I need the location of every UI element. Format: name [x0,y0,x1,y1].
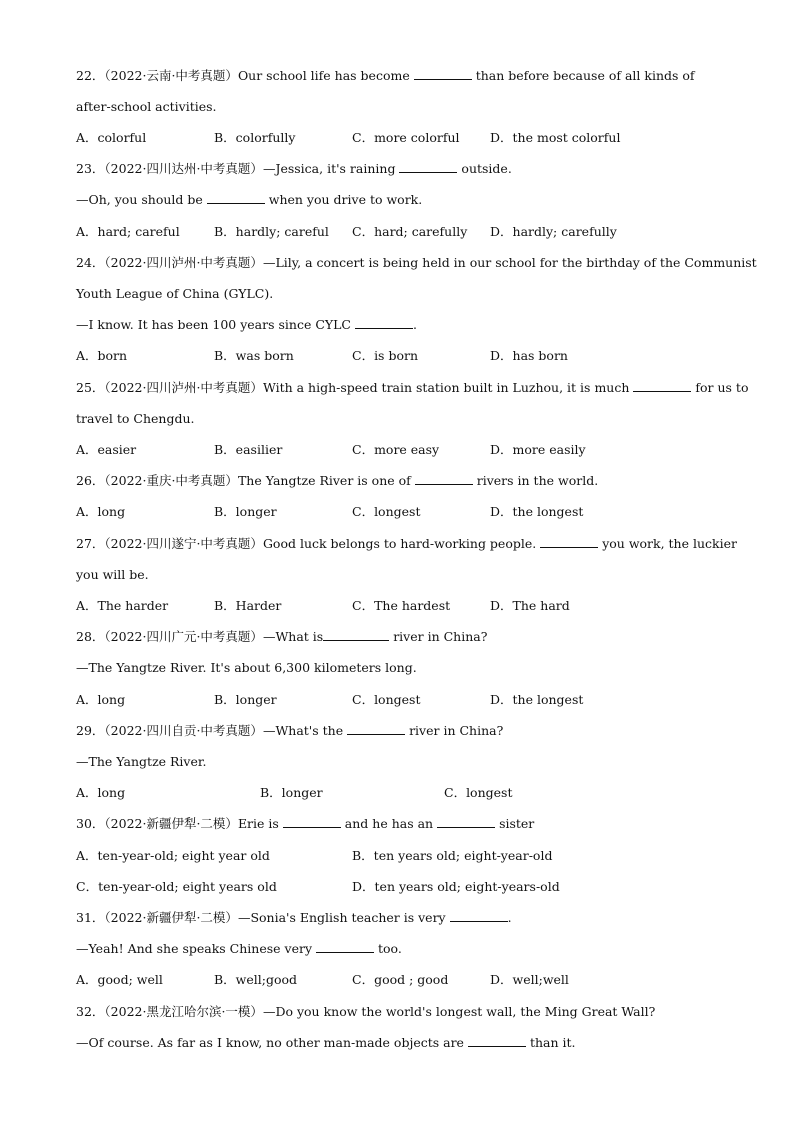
question-24-reply: —I know. It has been 100 years since CYLC . [76,317,417,332]
option-c: C．ten-year-old; eight years old [76,879,277,894]
option-b: B．colorfully [214,130,296,145]
answer-blank [633,380,691,392]
option-b: B．longer [214,504,277,519]
option-c: C．The hardest [352,598,451,613]
answer-blank [415,473,473,485]
option-b: B．well;good [214,972,298,987]
question-28-reply: —The Yangtze River. It's about 6,300 kilometers long. [76,660,417,675]
option-b: B．Harder [214,598,282,613]
answer-blank [450,910,508,922]
option-b: B．ten years old; eight-year-old [352,848,553,863]
question-22-continuation: after-school activities. [76,99,217,114]
option-d: D．more easily [490,442,586,457]
option-a: A．The harder [76,598,169,613]
answer-blank [414,68,472,80]
answer-blank [316,941,374,953]
option-b: B．longer [214,692,277,707]
option-b: B．hardly; careful [214,224,329,239]
option-d: D．the longest [490,504,584,519]
option-c: C．longest [444,785,513,800]
question-26-stem: 26．（2022·重庆·中考真题）The Yangtze River is one of rivers in the world. [76,473,599,488]
question-24-continuation: Youth League of China (GYLC). [76,286,274,301]
question-29-stem: 29．（2022·四川自贡·中考真题）—What's the river in China? [76,723,504,738]
option-a: A．good; well [76,972,163,987]
answer-blank [347,723,405,735]
question-23-reply: —Oh, you should be when you drive to work. [76,192,423,207]
option-d: D．well;well [490,972,569,987]
option-d: D．the longest [490,692,584,707]
option-d: D．ten years old; eight-years-old [352,879,560,894]
answer-blank [540,536,598,548]
option-a: A．long [76,785,126,800]
option-c: C．good ; good [352,972,449,987]
option-a: A．long [76,692,126,707]
option-c: C．more easy [352,442,440,457]
answer-blank [355,317,413,329]
option-d: D．The hard [490,598,570,613]
question-31-stem: 31．（2022·新疆伊犁·二模）—Sonia's English teacher is very . [76,910,512,925]
question-25-continuation: travel to Chengdu. [76,411,195,426]
question-30-stem: 30．（2022·新疆伊犁·二模）Erie is and he has an sister [76,816,535,831]
option-a: A．born [76,348,128,363]
option-d: D．has born [490,348,568,363]
question-25-stem: 25．（2022·四川泸州·中考真题）With a high-speed train station built in Luzhou, it is much for us to [76,380,749,395]
question-source: （2022·云南·中考真题） [104,68,238,83]
option-a: A．long [76,504,126,519]
answer-blank [323,629,389,641]
option-a: A．ten-year-old; eight year old [76,848,270,863]
option-d: D．hardly; carefully [490,224,617,239]
question-32-reply: —Of course. As far as I know, no other man-made objects are than it. [76,1035,576,1050]
answer-blank [399,161,457,173]
question-22-stem: 22．（2022·云南·中考真题）Our school life has become than before because of all kinds of [76,68,695,83]
question-29-reply: —The Yangtze River. [76,754,207,769]
answer-blank [437,816,495,828]
question-24-stem: 24．（2022·四川泸州·中考真题）—Lily, a concert is being held in our school for the birthday of the Communist [76,255,757,270]
question-31-reply: —Yeah! And she speaks Chinese very too. [76,941,402,956]
option-a: A．colorful [76,130,147,145]
question-27-stem: 27．（2022·四川遂宁·中考真题）Good luck belongs to hard-working people. you work, the luckier [76,536,737,551]
answer-blank [283,816,341,828]
option-d: D．the most colorful [490,130,621,145]
answer-blank [468,1035,526,1047]
question-number: 22 [76,68,92,83]
option-c: C．longest [352,692,421,707]
question-32-stem: 32．（2022·黑龙江哈尔滨·一模）—Do you know the world's longest wall, the Ming Great Wall? [76,1004,656,1019]
option-a: A．hard; careful [76,224,180,239]
question-23-stem: 23．（2022·四川达州·中考真题）—Jessica, it's raining outside. [76,161,512,176]
question-27-continuation: you will be. [76,567,149,582]
option-b: B．was born [214,348,294,363]
question-28-stem: 28．（2022·四川广元·中考真题）—What is river in China? [76,629,488,644]
option-a: A．easier [76,442,137,457]
option-c: C．more colorful [352,130,460,145]
option-b: B．longer [260,785,323,800]
option-c: C．is born [352,348,419,363]
answer-blank [207,192,265,204]
option-b: B．easilier [214,442,283,457]
option-c: C．hard; carefully [352,224,468,239]
option-c: C．longest [352,504,421,519]
